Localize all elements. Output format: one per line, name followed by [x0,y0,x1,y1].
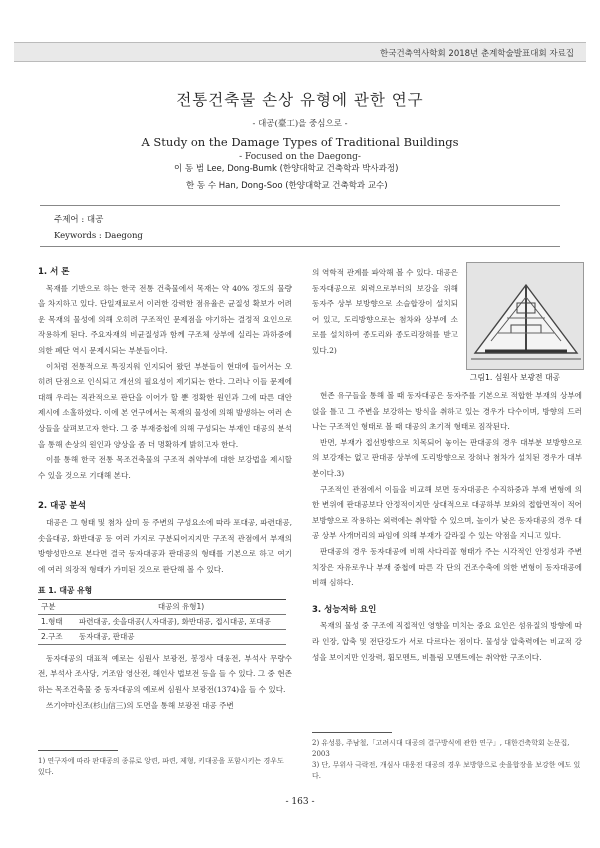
footnote-right [312,738,582,782]
section-2-heading: 2. 대공 분석 [38,501,86,512]
author-2: 한 동 수 Han, Dong-Soo (한양대학교 건축학과 교수) [186,181,388,191]
table-cell: 동자대공, 판대공 [76,629,286,644]
footnote-rule [312,732,392,733]
paragraph: 의 역학적 관계를 파악해 볼 수 있다. 대공은 동자대공으로 외력으로부터의 보강을 위해 동자주 상부 보방향으로 소슬합장이 설치되어 있고, 도리방향으로는 첨차와 상부에 소로를 설치하여 종도리와 종도리장혀를 받고 있다.2) [312,268,458,355]
left-column [38,265,292,713]
paragraph: 목재의 물성 중 구조에 직접적인 영향을 미치는 중요 요인은 섬유질의 방향에 따라 인장, 압축 및 전단강도가 서로 다르다는 점이다. 물성상 압축력에는 비교적 강성을 보이지만 인장력, 휨모멘트, 비틀림 모멘트에는 취약한 구조이다. [312,621,582,662]
table-cell: 1.형태 [38,614,76,629]
table-header: 구분 [38,599,76,614]
section-3-heading: 3. 성능저하 요인 [312,604,377,615]
title-block [0,88,600,162]
right-column-narrow [312,265,458,359]
daegong-type-table [38,599,286,645]
paragraph: 쓰기야마신조(杉山信三)의 도면을 통해 보광전 대공 주변 [46,700,234,710]
subtitle-english: - Focused on the Daegong- [239,152,361,162]
title-korean: 전통건축물 손상 유형에 관한 연구 [176,91,424,109]
paragraph: 동자대공의 대표적 예로는 심원사 보광전, 봉정사 대웅전, 부석사 무량수전, 부석사 조사당, 거조암 영산전, 해인사 법보전 등을 들 수 있다. 그 중 현존하는 목조건축물 중 동자대공의 예로써 심원사 보광전(1374)을 들 수 있다. [38,653,292,695]
roof-frame-drawing [467,263,584,370]
paragraph: 판대공의 경우 동자대공에 비해 사다리꼴 형태가 주는 시각적인 안정성과 주변 치장은 자유로우나 부재 중첩에 따른 각 단의 건조수축에 의한 변형이 동자대공에 비해 심하다. [312,546,582,588]
table-cell: 2.구조 [38,629,76,644]
table-cell: 파련대공, 솟을대공(人자대공), 화반대공, 접시대공, 포대공 [76,614,286,629]
subtitle-korean: - 대공(臺工)을 중심으로 - [252,119,348,129]
right-column [312,388,582,665]
page-number: - 163 - [285,797,315,807]
table-header: 대공의 유형1) [76,599,286,614]
keywords-korean: 주제어 : 대공 [54,215,104,225]
table-title: 표 1. 대공 유형 [38,586,93,596]
journal-header: 한국건축역사학회 2018년 춘계학술발표대회 자료집 [14,42,586,62]
paragraph: 대공은 그 형태 및 첨차 살미 등 주변의 구성요소에 따라 포대공, 파련대공, 솟을대공, 화반대공 등 여러 가지로 구분되어지지만 구조적 관점에서 부재의 방향성만으로 본다면 결국 동자대공과 판대공의 형태를 기본으로 하고 여기에 여러 의장적 형태가 가미된 것으로 판단해 볼 수 있다. [38,517,292,574]
footnote: 2) 유성룡, 주남철,「고려시대 대공의 결구방식에 관한 연구」, 대한건축학회 논문집, 2003 [312,739,570,758]
paragraph: 이처럼 전통적으로 특징지워 인지되어 왔던 부분들이 현대에 들어서는 오히려 단점으로 인식되고 개선의 필요성이 제기되는 한다. 그러나 이들 문제에 대해 우리는 직관적으로 판단을 이어가 할 뿐 정확한 원인과 그에 따른 대안 제시에 소홀하였다. 이에 본 연구에서는 목재의 물성에 의해 발생하는 여러 손상들을 살펴보고자 한다. 그 중 부재중첩에 의해 구성되는 부재인 대공의 분석을 통해 손상의 원인과 양상을 좀 더 명확하게 밝히고자 한다. [38,361,292,449]
footnote-left: 1) 연구자에 따라 판대공의 종류로 앙련, 파련, 제형, 키대공을 포함시키는 경우도 있다. [38,757,284,776]
title-english: A Study on the Damage Types of Traditional Buildings [141,135,459,149]
figure-caption: 그림1. 심원사 보광전 대공 [469,373,561,382]
author-1: 이 동 범 Lee, Dong-Bumk (한양대학교 건축학과 박사과정) [174,164,399,174]
footnote-rule [38,750,118,751]
paragraph: 현존 유구들을 통해 볼 때 동자대공은 동자주를 기본으로 적합한 부재의 상부에 얹을 틀고 그 주변을 보강하는 방식을 취하고 있는 경우가 다수이며, 방향의 드러나는 구조적인 형태로 볼 때 대공의 초기적 형태로 짐작된다. [312,391,582,432]
section-1-heading: 1. 서 론 [38,267,70,277]
footnote: 3) 단, 무위사 극락전, 개심사 대웅전 대공의 경우 보방향으로 솟을합장을 보강한 예도 있다. [312,761,581,780]
keywords-box [40,205,560,247]
paragraph: 반면, 부재가 접선방향으로 치목되어 놓이는 판대공의 경우 대부분 보방향으로의 보강재는 없고 판대공 상부에 도리방향으로 장혀나 첨차가 설치된 경우가 대부분이다.3) [312,437,582,478]
keywords-english: Keywords : Daegong [54,231,143,241]
paragraph: 목재를 기반으로 하는 한국 전통 건축물에서 목재는 약 40% 정도의 물량을 차지하고 있다. 단일재료로서 이러한 강력한 점유율은 균질성 확보가 어려운 목재의 물성에 의해 오히려 구조적인 문제점을 야기하는 결정적 요인으로 작용하게 된다. 주요자재의 비균질성과 함께 구조체 상부에 실리는 과하중에 의한 폐단 역시 문제시되는 부분들이다. [38,283,292,355]
figure-daegong-drawing [466,262,584,370]
paragraph: 이를 통해 한국 전통 목조건축물의 구조적 취약부에 대한 보강법을 제시할 수 있을 것으로 기대해 본다. [38,455,292,480]
paragraph: 구조적인 관점에서 이들을 비교해 보면 동자대공은 수직하중과 부재 변형에 의한 변위에 판대공보다 안정적이지만 상대적으로 대공하부 보와의 접합면적이 적어 보방향으로 작용하는 외력에는 취약할 수 있으며, 높이가 낮은 동자대공의 경우 대공 상부 사개머리의 파임에 의해 부재가 갈라질 수 있는 약점을 지니고 있다. [312,484,582,541]
